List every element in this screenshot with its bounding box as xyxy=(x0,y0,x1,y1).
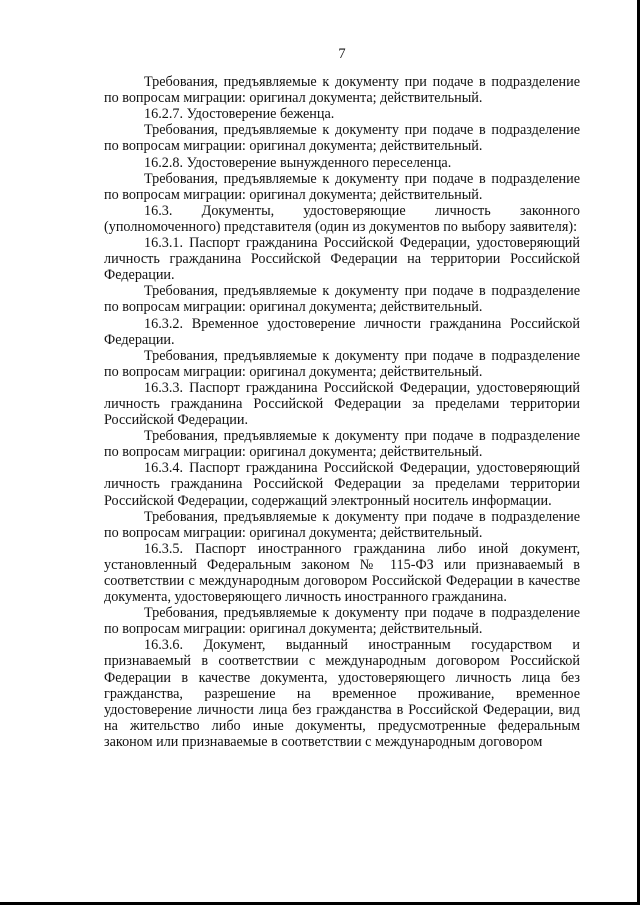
paragraph: 16.3. Документы, удостоверяющие личность законного (уполномоченного) представителя (один из документов по выбору заявителя): xyxy=(104,202,580,235)
paragraph: 16.3.3. Паспорт гражданина Российской Федерации, удостоверяющий личность гражданина Российской Федерации за пределами территории Российской Федерации. xyxy=(104,379,580,429)
paragraph: 16.3.5. Паспорт иностранного гражданина либо иной документ, установленный Федеральным законом № 115-ФЗ или признаваемый в соответствии с международным договором Российской Федерации в качестве документа, удостоверяющего личность иностранного гражданина. xyxy=(104,540,580,606)
paragraph: 16.3.1. Паспорт гражданина Российской Федерации, удостоверяющий личность гражданина Российской Федерации на территории Российской Федерации. xyxy=(104,235,580,284)
paragraph: Требования, предъявляемые к документу при подаче в подразделение по вопросам миграции: оригинал документа; действительный. xyxy=(104,170,580,203)
paragraph: Требования, предъявляемые к документу при подаче в подразделение по вопросам миграции: оригинал документа; действительный. xyxy=(104,428,580,461)
paragraph: Требования, предъявляемые к документу при подаче в подразделение по вопросам миграции: оригинал документа; действительный. xyxy=(104,605,580,638)
paragraph: 16.3.2. Временное удостоверение личности гражданина Российской Федерации. xyxy=(104,315,580,348)
paragraph: 16.2.7. Удостоверение беженца. xyxy=(144,106,335,123)
paragraph: 16.3.4. Паспорт гражданина Российской Федерации, удостоверяющий личность гражданина Российской Федерации за пределами территории Российской Федерации, содержащий электронный носитель информации. xyxy=(104,460,580,509)
paragraph: Требования, предъявляемые к документу при подаче в подразделение по вопросам миграции: оригинал документа; действительный. xyxy=(104,122,580,155)
paragraph: 16.2.8. Удостоверение вынужденного переселенца. xyxy=(144,154,452,171)
page-number: 7 xyxy=(338,46,346,62)
paragraph: Требования, предъявляемые к документу при подаче в подразделение по вопросам миграции: оригинал документа; действительный. xyxy=(104,508,580,541)
paragraph: Требования, предъявляемые к документу при подаче в подразделение по вопросам миграции: оригинал документа; действительный. xyxy=(104,74,580,107)
paragraph: Требования, предъявляемые к документу при подаче в подразделение по вопросам миграции: оригинал документа; действительный. xyxy=(104,347,580,380)
paragraph: 16.3.6. Документ, выданный иностранным государством и признаваемый в соответствии с международным договором Российской Федерации в качестве документа, удостоверяющего личность лица без гражданства, разрешение на временное проживание, временное удостоверение личности лица без гражданства в Российской Федерации, вид на жительство либо иные документы, предусмотренные федеральным законом или признаваемые в соответствии с международным договором xyxy=(104,637,580,750)
paragraph: Требования, предъявляемые к документу при подаче в подразделение по вопросам миграции: оригинал документа; действительный. xyxy=(104,283,580,316)
